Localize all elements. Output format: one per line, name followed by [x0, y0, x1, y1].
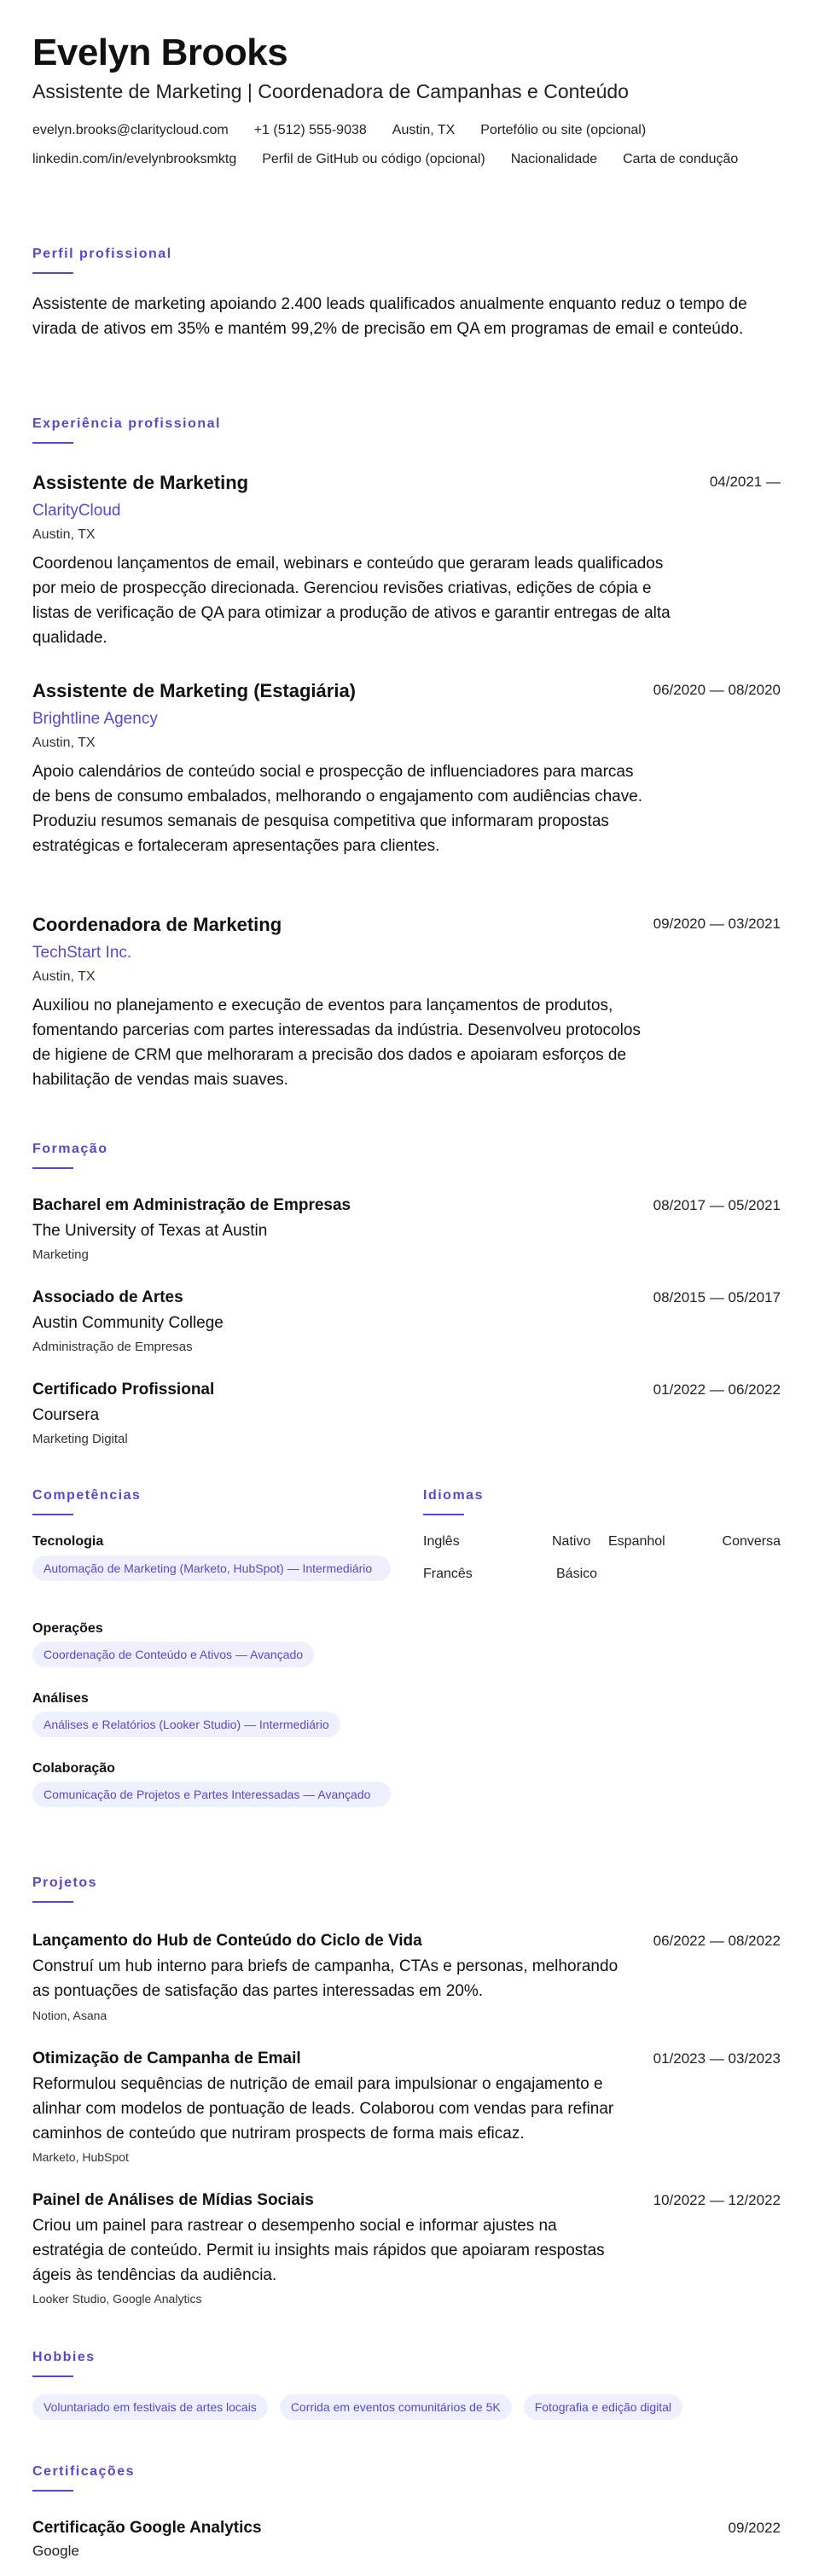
- experience-company: TechStart Inc.: [32, 944, 132, 962]
- section-divider: [32, 1167, 73, 1169]
- education-field: Marketing: [32, 1247, 89, 1262]
- project-name: Otimização de Campanha de Email: [32, 2050, 301, 2067]
- education-degree: Associado de Artes: [32, 1288, 183, 1306]
- section-divider: [32, 1901, 73, 1903]
- hobby-pill: Corrida em eventos comunitários de 5K: [280, 2394, 512, 2420]
- contact-license: Carta de condução: [623, 152, 739, 166]
- contact-linkedin[interactable]: linkedin.com/in/evelynbrooksmktg: [32, 152, 237, 166]
- hobby-pill: Fotografia e edição digital: [524, 2394, 682, 2420]
- skill-pill: Coordenação de Conteúdo e Ativos — Avançado: [32, 1642, 314, 1667]
- project-date: 10/2022 — 12/2022: [653, 2192, 781, 2208]
- section-title-education: Formação: [32, 1142, 108, 1156]
- experience-role: Coordenadora de Marketing: [32, 914, 282, 935]
- experience-company: Brightline Agency: [32, 710, 158, 728]
- section-title-experience: Experiência profissional: [32, 416, 221, 431]
- language-name: Inglês: [423, 1534, 460, 1549]
- section-divider: [423, 1514, 464, 1515]
- section-divider: [32, 2375, 73, 2377]
- section-title-projects: Projetos: [32, 1875, 98, 1890]
- section-title-hobbies: Hobbies: [32, 2350, 96, 2364]
- experience-date: 04/2021 —: [709, 474, 781, 490]
- education-school: The University of Texas at Austin: [32, 1222, 268, 1240]
- education-degree: Bacharel em Administração de Empresas: [32, 1196, 351, 1214]
- skill-category: Operações: [32, 1621, 103, 1636]
- section-title-profile: Perfil profissional: [32, 247, 172, 261]
- section-title-certifications: Certificações: [32, 2464, 135, 2479]
- hobby-pill: Voluntariado em festivais de artes locais: [32, 2394, 268, 2420]
- project-description: Criou um painel para rastrear o desempenho social e informar ajustes na estratégia de conteúdo. Permit iu insights mais rápidos que apoiaram respostas ágeis às tendências da audiência.: [32, 2217, 605, 2284]
- language-level: Conversa: [722, 1534, 781, 1549]
- contact-portfolio[interactable]: Portefólio ou site (opcional): [480, 123, 647, 137]
- skill-pill: Comunicação de Projetos e Partes Interessadas — Avançado: [32, 1782, 391, 1807]
- section-title-skills: Competências: [32, 1488, 142, 1503]
- hobby-list: [32, 2394, 682, 2420]
- profile-summary: Assistente de marketing apoiando 2.400 leads qualificados anualmente enquanto reduz o tempo de virada de ativos em 35% e mantém 99,2% de precisão em QA em programas de email e conteúdo.: [32, 295, 747, 338]
- experience-description: Coordenou lançamentos de email, webinars e conteúdo que geraram leads qualificados por meio de prospecção direcionada. Gerenciou revisões criativas, edições de cópia e listas de verificação de QA para otimizar a produção de ativos e garantir entregas de alta qualidade.: [32, 555, 671, 647]
- section-divider: [32, 442, 73, 444]
- education-degree: Certificado Profissional: [32, 1381, 215, 1398]
- contact-email[interactable]: evelyn.brooks@claritycloud.com: [32, 123, 229, 137]
- certification-issuer: Google: [32, 2543, 79, 2559]
- skill-pill: Automação de Marketing (Marketo, HubSpot) — Intermediário: [32, 1555, 391, 1581]
- education-date: 08/2017 — 05/2021: [653, 1197, 781, 1213]
- experience-location: Austin, TX: [32, 736, 96, 750]
- contact-location: Austin, TX: [392, 123, 456, 137]
- experience-description: Auxiliou no planejamento e execução de eventos para lançamentos de produtos, fomentando parcerias com partes interessadas da indústria. Desenvolveu protocolos de higiene de CRM que melhoraram a precisão dos dados e apoiaram esforços de habilitação de vendas mais suaves.: [32, 997, 641, 1089]
- project-date: 01/2023 — 03/2023: [653, 2050, 781, 2067]
- section-divider: [32, 2490, 73, 2492]
- section-divider: [32, 272, 73, 274]
- education-school: Austin Community College: [32, 1314, 224, 1332]
- education-field: Administração de Empresas: [32, 1340, 193, 1354]
- language-name: Francês: [423, 1567, 473, 1581]
- skill-pill: Análises e Relatórios (Looker Studio) — Intermediário: [32, 1712, 340, 1737]
- contact-phone[interactable]: +1 (512) 555-9038: [253, 123, 367, 137]
- project-date: 06/2022 — 08/2022: [653, 1933, 781, 1949]
- project-tools: Marketo, HubSpot: [32, 2150, 129, 2164]
- education-field: Marketing Digital: [32, 1432, 128, 1446]
- project-name: Lançamento do Hub de Conteúdo do Ciclo de Vida: [32, 1932, 422, 1950]
- certification-name: Certificação Google Analytics: [32, 2519, 262, 2537]
- project-name: Painel de Análises de Mídias Sociais: [32, 2191, 314, 2209]
- education-date: 08/2015 — 05/2017: [653, 1289, 781, 1305]
- experience-role: Assistente de Marketing (Estagiária): [32, 680, 357, 701]
- contact-nationality: Nacionalidade: [510, 152, 598, 166]
- candidate-name: Evelyn Brooks: [32, 32, 288, 73]
- experience-role: Assistente de Marketing: [32, 472, 249, 493]
- skill-category: Análises: [32, 1691, 89, 1706]
- candidate-headline: Assistente de Marketing | Coordenadora de Campanhas e Conteúdo: [32, 80, 629, 102]
- section-title-languages: Idiomas: [423, 1488, 484, 1503]
- contact-list: [32, 121, 781, 169]
- certification-date: 09/2022: [728, 2520, 781, 2536]
- experience-date: 09/2020 — 03/2021: [653, 916, 781, 932]
- language-level: Nativo: [552, 1534, 591, 1549]
- skill-category: Tecnologia: [32, 1534, 104, 1549]
- project-description: Construí um hub interno para briefs de campanha, CTAs e personas, melhorando as pontuações de satisfação das partes interessadas em 20%.: [32, 1957, 618, 2000]
- language-level: Básico: [556, 1567, 598, 1581]
- project-tools: Looker Studio, Google Analytics: [32, 2292, 202, 2306]
- project-description: Reformulou sequências de nutrição de email para impulsionar o engajamento e alinhar com modelos de pontuação de leads. Colaborou com vendas para refinar caminhos de conteúdo que nutriram prospects de forma mais eficaz.: [32, 2075, 614, 2143]
- contact-github[interactable]: Perfil de GitHub ou código (opcional): [262, 152, 485, 166]
- experience-location: Austin, TX: [32, 969, 96, 984]
- experience-description: Apoio calendários de conteúdo social e prospecção de influenciadores para marcas de bens de consumo embalados, melhorando o engajamento com audiências chave. Produziu resumos semanais de pesquisa competitiva que informaram propostas estratégicas e fortaleceram apresentações para clientes.: [32, 763, 643, 855]
- education-date: 01/2022 — 06/2022: [653, 1381, 781, 1398]
- language-name: Espanhol: [608, 1534, 665, 1549]
- experience-date: 06/2020 — 08/2020: [653, 682, 781, 698]
- section-divider: [32, 1514, 73, 1515]
- project-tools: Notion, Asana: [32, 2009, 107, 2022]
- experience-company: ClarityCloud: [32, 502, 121, 520]
- experience-location: Austin, TX: [32, 527, 96, 542]
- education-school: Coursera: [32, 1406, 100, 1424]
- skill-category: Colaboração: [32, 1761, 115, 1776]
